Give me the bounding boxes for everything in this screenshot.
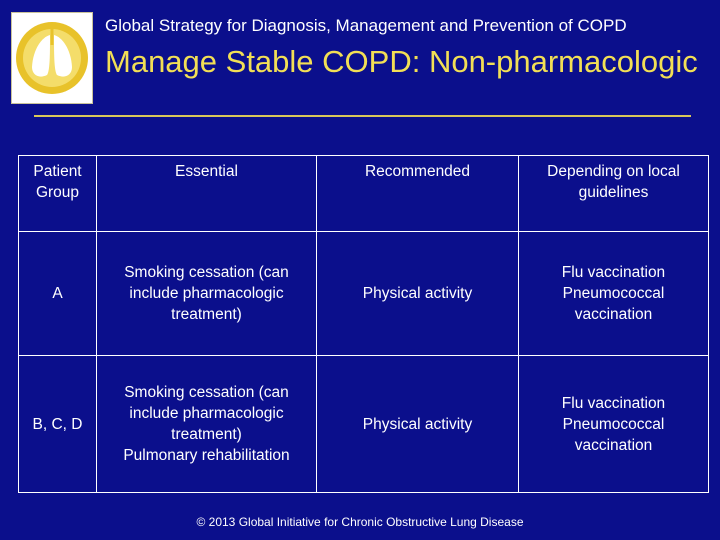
table-row — [19, 232, 709, 356]
essential-item: Pulmonary rehabilitation — [123, 447, 290, 464]
local-item: Flu vaccination — [561, 264, 666, 281]
essential-item: Smoking cessation (can include pharmacologic treatment) — [124, 384, 289, 443]
essential-item: Smoking cessation (can include pharmacologic treatment) — [124, 264, 289, 323]
header-essential: Essential — [97, 156, 317, 232]
header-local-guidelines: Depending on local guidelines — [519, 156, 709, 232]
local-guidelines-cell — [519, 232, 709, 356]
table-header-row — [19, 156, 709, 232]
slide-subtitle: Global Strategy for Diagnosis, Management and Prevention of COPD — [105, 16, 627, 35]
local-item: Pneumococcal vaccination — [562, 285, 665, 323]
patient-group-cell: A — [19, 232, 97, 356]
recommended-cell: Physical activity — [317, 356, 519, 493]
essential-cell — [97, 356, 317, 493]
header-recommended: Recommended — [317, 156, 519, 232]
recommended-cell: Physical activity — [317, 232, 519, 356]
table-row — [19, 356, 709, 493]
slide-title: Manage Stable COPD: Non-pharmacologic — [105, 44, 698, 79]
local-item: Flu vaccination — [561, 394, 666, 412]
local-guidelines-cell — [519, 356, 709, 493]
local-item: Pneumococcal vaccination — [562, 415, 665, 454]
gold-lungs-logo-icon — [12, 13, 92, 103]
copyright-footer: © 2013 Global Initiative for Chronic Obstructive Lung Disease — [196, 515, 524, 529]
recommendations-table — [18, 155, 709, 493]
essential-cell — [97, 232, 317, 356]
gold-logo — [11, 12, 93, 104]
header-patient-group: Patient Group — [19, 156, 97, 232]
patient-group-cell: B, C, D — [19, 356, 97, 493]
title-divider — [34, 115, 691, 117]
